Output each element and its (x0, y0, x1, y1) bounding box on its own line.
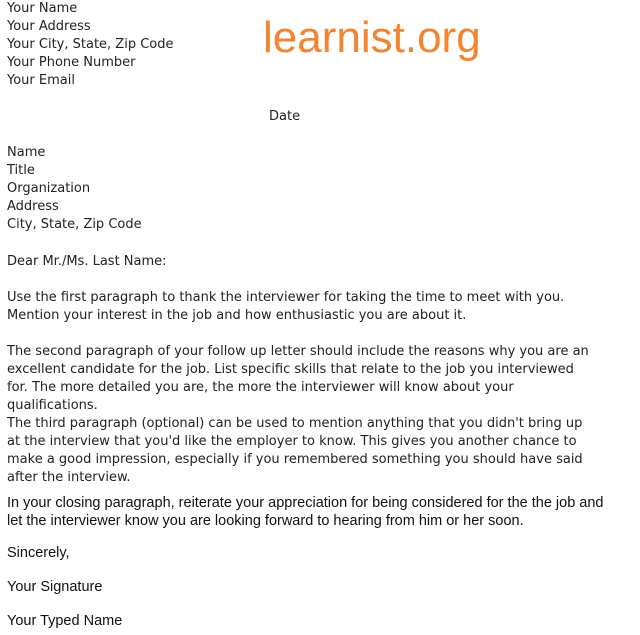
letter-date: Date (269, 109, 301, 124)
learnist-logo: learnist.org (263, 13, 481, 62)
typed-name: Your Typed Name (7, 613, 123, 629)
sender-address: Your Address (7, 19, 91, 34)
body-paragraph-2: The second paragraph of your follow up letter should include the reasons why you are an excellent candidate for the job. List specific skills that relate to the job you interviewed for. The more detailed you are, the more the interviewer will know about your qualifications. (7, 344, 589, 413)
recipient-title: Title (7, 163, 35, 178)
sender-email: Your Email (7, 73, 75, 88)
closing-paragraph: In your closing paragraph, reiterate your appreciation for being considered for the the job and let the interviewer know you are looking forward to hearing from him or her soon. (7, 495, 604, 529)
sender-city-state-zip: Your City, State, Zip Code (7, 37, 174, 52)
recipient-address: Address (7, 199, 59, 214)
closing-phrase: Sincerely, (7, 545, 70, 561)
sender-phone: Your Phone Number (7, 55, 136, 70)
recipient-city-state-zip: City, State, Zip Code (7, 217, 142, 232)
salutation: Dear Mr./Ms. Last Name: (7, 254, 167, 269)
recipient-organization: Organization (7, 181, 91, 196)
body-paragraph-3: The third paragraph (optional) can be used to mention anything that you didn't bring up at the interview that you'd like the employer to know. This gives you another chance to make a good impression, especially if you remembered something you should have said after the interview. (7, 416, 583, 485)
sender-name: Your Name (7, 1, 78, 16)
signature-placeholder: Your Signature (7, 579, 103, 595)
recipient-name: Name (7, 145, 46, 160)
body-paragraph-1: Use the first paragraph to thank the interviewer for taking the time to meet with you. Mention your interest in the job and how enthusiastic you are about it. (7, 290, 565, 323)
